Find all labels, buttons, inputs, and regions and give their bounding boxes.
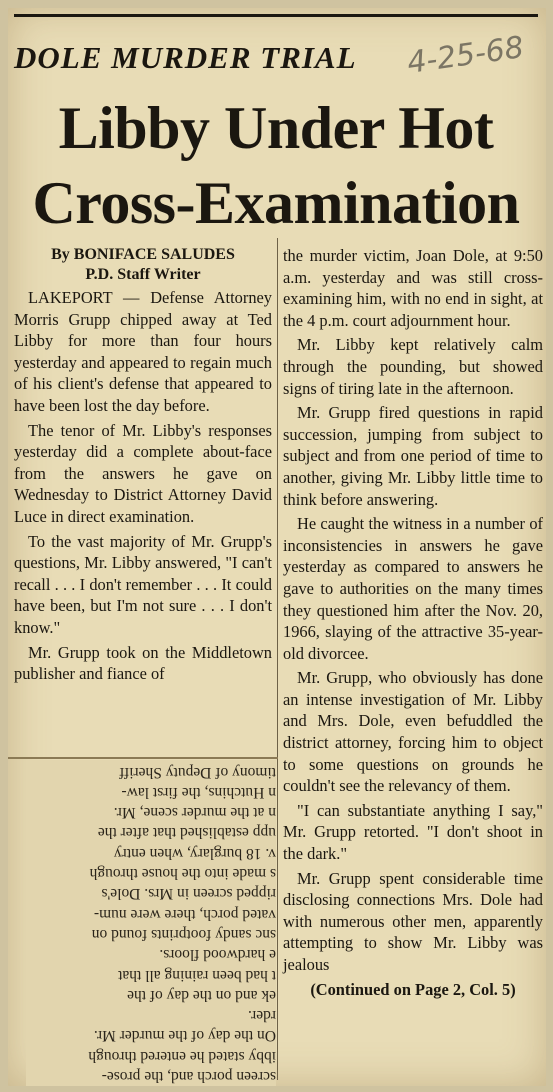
left-column (14, 245, 272, 688)
flipped-line: v. 18 burglary, when entry (113, 844, 276, 862)
paragraph: Mr. Grupp fired questions in rapid succession, jumping from subject to subject and from one period of time to another, giving Mr. Libby little time to think before answering. (283, 403, 543, 509)
flipped-line: upp established that after the (97, 824, 276, 842)
paragraph: LAKEPORT — Defense Attorney Morris Grupp chipped away at Ted Libby for more than four hours yesterday and appeared to regain much of his client's defense that appeared to have been lost the day before. (14, 288, 272, 415)
paragraph: Mr. Grupp took on the Middletown publisher and fiance of (14, 642, 272, 684)
byline-name: By BONIFACE SALUDES (51, 246, 235, 263)
flipped-line: n Hutchins, the first law- (121, 783, 276, 801)
flipped-line: s made into the house through (89, 865, 276, 883)
kicker: DOLE MURDER TRIAL (14, 40, 357, 75)
handwritten-date: 4-25-68 (405, 30, 526, 81)
flipped-line: vated porch, there were num- (93, 905, 276, 923)
paragraph: the murder victim, Joan Dole, at 9:50 a.m. yesterday and was still cross- examining him, with no end in sight, at the 4 p.m. court adjournment hour. (283, 246, 543, 330)
flipped-line: n at the murder scene, Mr. (113, 804, 276, 822)
paragraph: To the vast majority of Mr. Grupp's questions, Mr. Libby answered, "I can't recall . . . I don't remember . . . It could have been, but I'm not sure . . . I don't know." (14, 531, 272, 637)
flipped-line: timony of Deputy Sheriff (119, 763, 276, 781)
flipped-line: ibby stated he entered through (88, 1047, 276, 1065)
flipped-continuation (26, 760, 276, 1086)
paragraph: Mr. Grupp, who obviously has done an intense investigation of Mr. Libby and Mrs. Dole, even befuddled the district attorney, forcing him to object to some questions on grounds he couldn't see the relevancy of them. (283, 668, 543, 796)
headline-line-2: Cross-Examination (32, 170, 520, 236)
flipped-line: rder. (248, 1007, 276, 1025)
flipped-line: e hardwood floors. (159, 946, 276, 964)
clipping-seam (8, 757, 278, 759)
byline-title: P.D. Staff Writer (85, 266, 201, 283)
top-rule (14, 14, 538, 17)
paragraph: The tenor of Mr. Libby's responses yesterday did a complete about-face from the answers he gave on Wednesday to District Attorney David Luce in direct examination. (14, 420, 272, 526)
paragraph: Mr. Libby kept relatively calm through the pounding, but showed signs of tiring late in the afternoon. (283, 335, 543, 398)
flipped-line: ek and on the day of the (127, 986, 276, 1004)
headline-line-1: Libby Under Hot (58, 95, 494, 161)
right-column (283, 245, 543, 1000)
flipped-line: ripped screen in Mrs. Dole's (101, 885, 276, 903)
continued-note: (Continued on Page 2, Col. 5) (310, 979, 516, 999)
flipped-line: t had been raining all that (118, 966, 276, 984)
paragraph: He caught the witness in a number of inconsistencies in answers he gave yesterday as compared to answers he gave to authorities on the many times they questioned him after the Nov. 20, 1966, slaying of the attractive 35-year-old divorcee. (283, 514, 543, 663)
flipped-line: snc sandy footprints found on (91, 925, 276, 943)
paragraph: Mr. Grupp spent considerable time disclosing connections Mrs. Dole had with numerous other men, apparently attempting to show Mr. Libby was jealous (283, 868, 543, 974)
flipped-line: screen porch and, the prose- (101, 1068, 276, 1085)
column-divider (277, 238, 278, 1080)
flipped-line: On the day of the murder Mr. (93, 1027, 276, 1045)
paragraph: "I can substantiate anything I say," Mr. Grupp retorted. "I don't shoot in the dark." (283, 800, 543, 864)
